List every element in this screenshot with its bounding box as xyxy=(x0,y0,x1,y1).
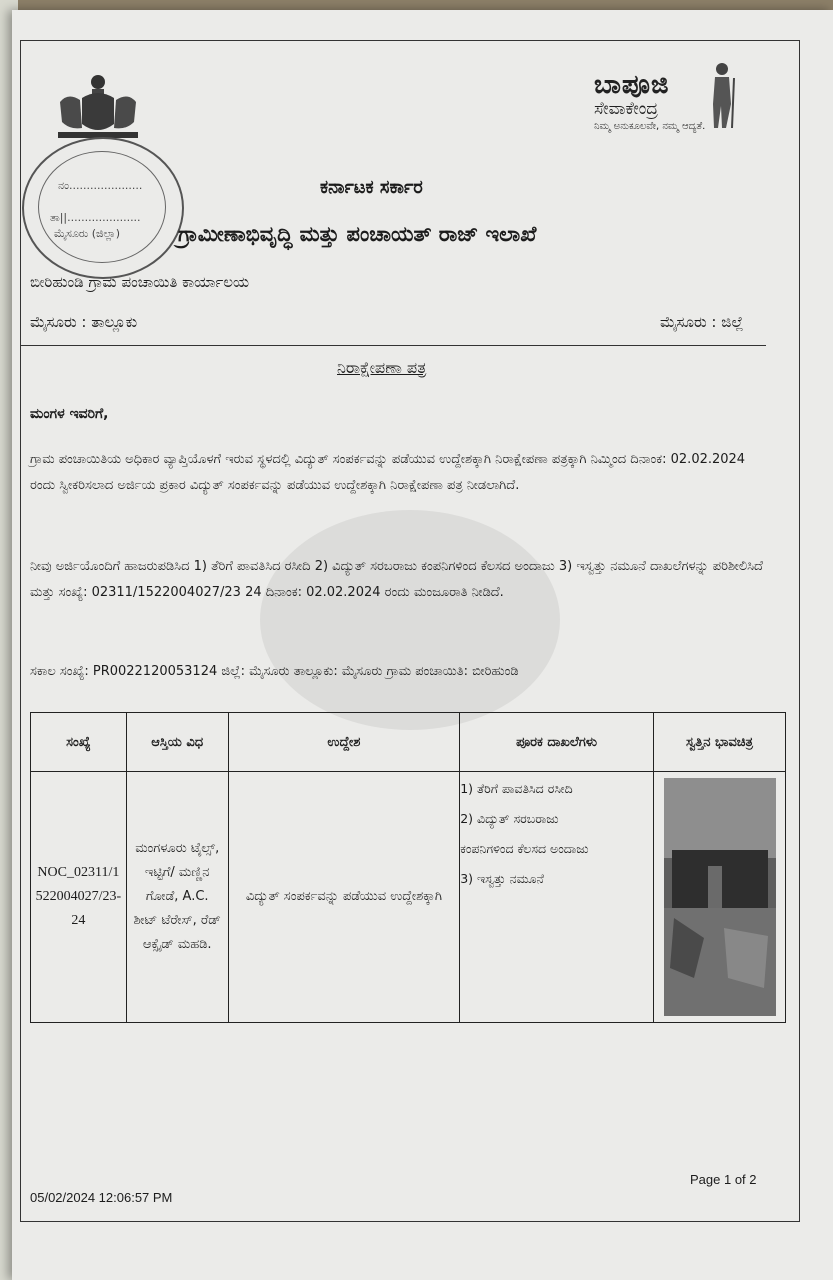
seal-line-1: ನಂ..................... xyxy=(58,179,143,192)
letter-title: ನಿರಾಕ್ಷೇಪಣಾ ಪತ್ರ xyxy=(337,358,427,377)
document-item: 1) ತೆರಿಗೆ ಪಾವತಿಸಿದ ರಸೀದಿ xyxy=(460,781,573,796)
department-heading: ಗ್ರಾಮೀಣಾಭಿವೃದ್ಧಿ ಮತ್ತು ಪಂಚಾಯತ್ ರಾಜ್ ಇಲಾಖೆ xyxy=(178,222,537,246)
header-divider xyxy=(20,345,766,346)
col-header-documents: ಪೂರಕ ದಾಖಲೆಗಳು xyxy=(460,713,654,772)
bapuji-logo xyxy=(594,70,705,132)
seal-line-2: ತಾ||..................... xyxy=(50,211,141,224)
seal-inner-ring xyxy=(38,151,166,263)
brand-name: ಬಾಪೂಜಿ xyxy=(594,70,670,100)
col-header-purpose: ಉದ್ದೇಶ xyxy=(228,713,460,772)
salutation: ಮಂಗಳ ಇವರಿಗೆ, xyxy=(30,406,109,422)
table-row xyxy=(31,772,786,1023)
gandhi-figure-icon xyxy=(702,60,742,130)
panchayat-seal xyxy=(22,137,184,279)
property-photo xyxy=(664,778,776,1016)
noc-table xyxy=(30,712,786,1023)
document-item: ಕಂಪನಿಗಳಿಂದ ಕೆಲಸದ ಅಂದಾಜು xyxy=(460,841,589,856)
col-header-number: ಸಂಖ್ಯೆ xyxy=(31,713,127,772)
col-header-property-type: ಆಸ್ತಿಯ ವಿಧ xyxy=(126,713,228,772)
brand-sub: ಸೇವಾಕೇಂದ್ರ xyxy=(594,99,659,119)
purpose-text: ವಿದ್ಯುತ್ ಸಂಪರ್ಕವನ್ನು ಪಡೆಯುವ ಉದ್ದೇಶಕ್ಕಾಗಿ xyxy=(245,889,443,904)
brand-tagline: ನಿಮ್ಮ ಅನುಕೂಲವೇ, ನಮ್ಮ ಆದ್ಯತೆ. xyxy=(594,121,706,132)
karnataka-emblem-icon xyxy=(52,72,144,144)
building-photo-icon xyxy=(664,778,776,1016)
sakala-number-line: ಸಕಾಲ ಸಂಖ್ಯೆ: PR0022120053124 ಜಿಲ್ಲೆ: ಮೈಸೂರು ತಾಲ್ಲೂಕು: ಮೈಸೂರು ಗ್ರಾಮ ಪಂಚಾಯಿತಿ: ಬೀರಿಹುಂಡಿ xyxy=(30,664,519,679)
cell-number xyxy=(31,772,127,1023)
office-name: ಬೀರಿಹುಂಡಿ ಗ್ರಾಮ ಪಂಚಾಯಿತಿ ಕಾರ್ಯಾಲಯ xyxy=(30,273,250,291)
property-type-text: ಮಂಗಳೂರು ಟೈಲ್ಸ್, ಇಟ್ಟಿಗೆ/ ಮಣ್ಣಿನ ಗೋಡೆ, A.C. ಶೀಟ್ ಟೆರೇಸ್, ರೆಡ್ ಆಕ್ಸೈಡ್ ಮಹಡಿ. xyxy=(133,841,221,952)
govt-heading: ಕರ್ನಾಟಕ ಸರ್ಕಾರ xyxy=(320,177,423,198)
cell-purpose xyxy=(228,772,460,1023)
district-label: ಮೈಸೂರು : ಜಿಲ್ಲೆ xyxy=(660,313,744,331)
cell-documents xyxy=(460,772,654,1023)
body-paragraph-1: ಗ್ರಾಮ ಪಂಚಾಯಿತಿಯ ಅಧಿಕಾರ ವ್ಯಾಪ್ತಿಯೊಳಗೆ ಇರುವ ಸ್ಥಳದಲ್ಲಿ ವಿದ್ಯುತ್ ಸಂಪರ್ಕವನ್ನು ಪಡೆಯುವ ಉದ್ದೇಶಕ್ಕಾಗಿ ನಿರಾಕ್ಷೇಪಣಾ ಪತ್ರಕ್ಕಾಗಿ ನಿಮ್ಮಿಂದ ದಿನಾಂಕ: 02.02.2024 ರಂದು ಸ್ವೀಕರಿಸಲಾದ ಅರ್ಜಿಯ ಪ್ರಕಾರ ವಿದ್ಯುತ್ ಸಂಪರ್ಕವನ್ನು ಪಡೆಯುವ ಉದ್ದೇಶಕ್ಕಾಗಿ ನಿರಾಕ್ಷೇಪಣಾ ಪತ್ರ ನೀಡಲಾಗಿದೆ. xyxy=(30,452,746,493)
document-item: 3) ಇಸ್ವತ್ತು ನಮೂನೆ xyxy=(460,871,544,886)
cell-photo xyxy=(654,772,786,1023)
taluk-label: ಮೈಸೂರು : ತಾಲ್ಲೂಕು xyxy=(30,313,138,331)
seal-line-3: ಮೈಸೂರು (ಜಿಲ್ಲಾ) xyxy=(54,227,121,240)
page-indicator: Page 1 of 2 xyxy=(690,1172,757,1187)
document-item: 2) ವಿದ್ಯುತ್ ಸರಬರಾಜು xyxy=(460,811,559,826)
cell-property-type xyxy=(126,772,228,1023)
col-header-photo: ಸ್ವತ್ತಿನ ಭಾವಚಿತ್ರ xyxy=(654,713,786,772)
body-paragraph-2: ನೀವು ಅರ್ಜಿಯೊಂದಿಗೆ ಹಾಜರುಪಡಿಸಿದ 1) ತೆರಿಗೆ ಪಾವತಿಸಿದ ರಸೀದಿ 2) ವಿದ್ಯುತ್ ಸರಬರಾಜು ಕಂಪನಿಗಳಿಂದ ಕೆಲಸದ ಅಂದಾಜು 3) ಇಸ್ವತ್ತು ನಮೂನೆ ದಾಖಲೆಗಳನ್ನು ಪರಿಶೀಲಿಸಿದೆ ಮತ್ತು ಸಂಖ್ಯೆ: 02311/1522004027/23 24 ದಿನಾಂಕ: 02.02.2024 ರಂದು ಮಂಜೂರಾತಿ ನೀಡಿದೆ. xyxy=(30,559,763,600)
noc-number: NOC_02311/1522004027/23-24 xyxy=(35,865,122,928)
table-header-row xyxy=(31,713,786,772)
print-timestamp: 05/02/2024 12:06:57 PM xyxy=(30,1190,173,1205)
